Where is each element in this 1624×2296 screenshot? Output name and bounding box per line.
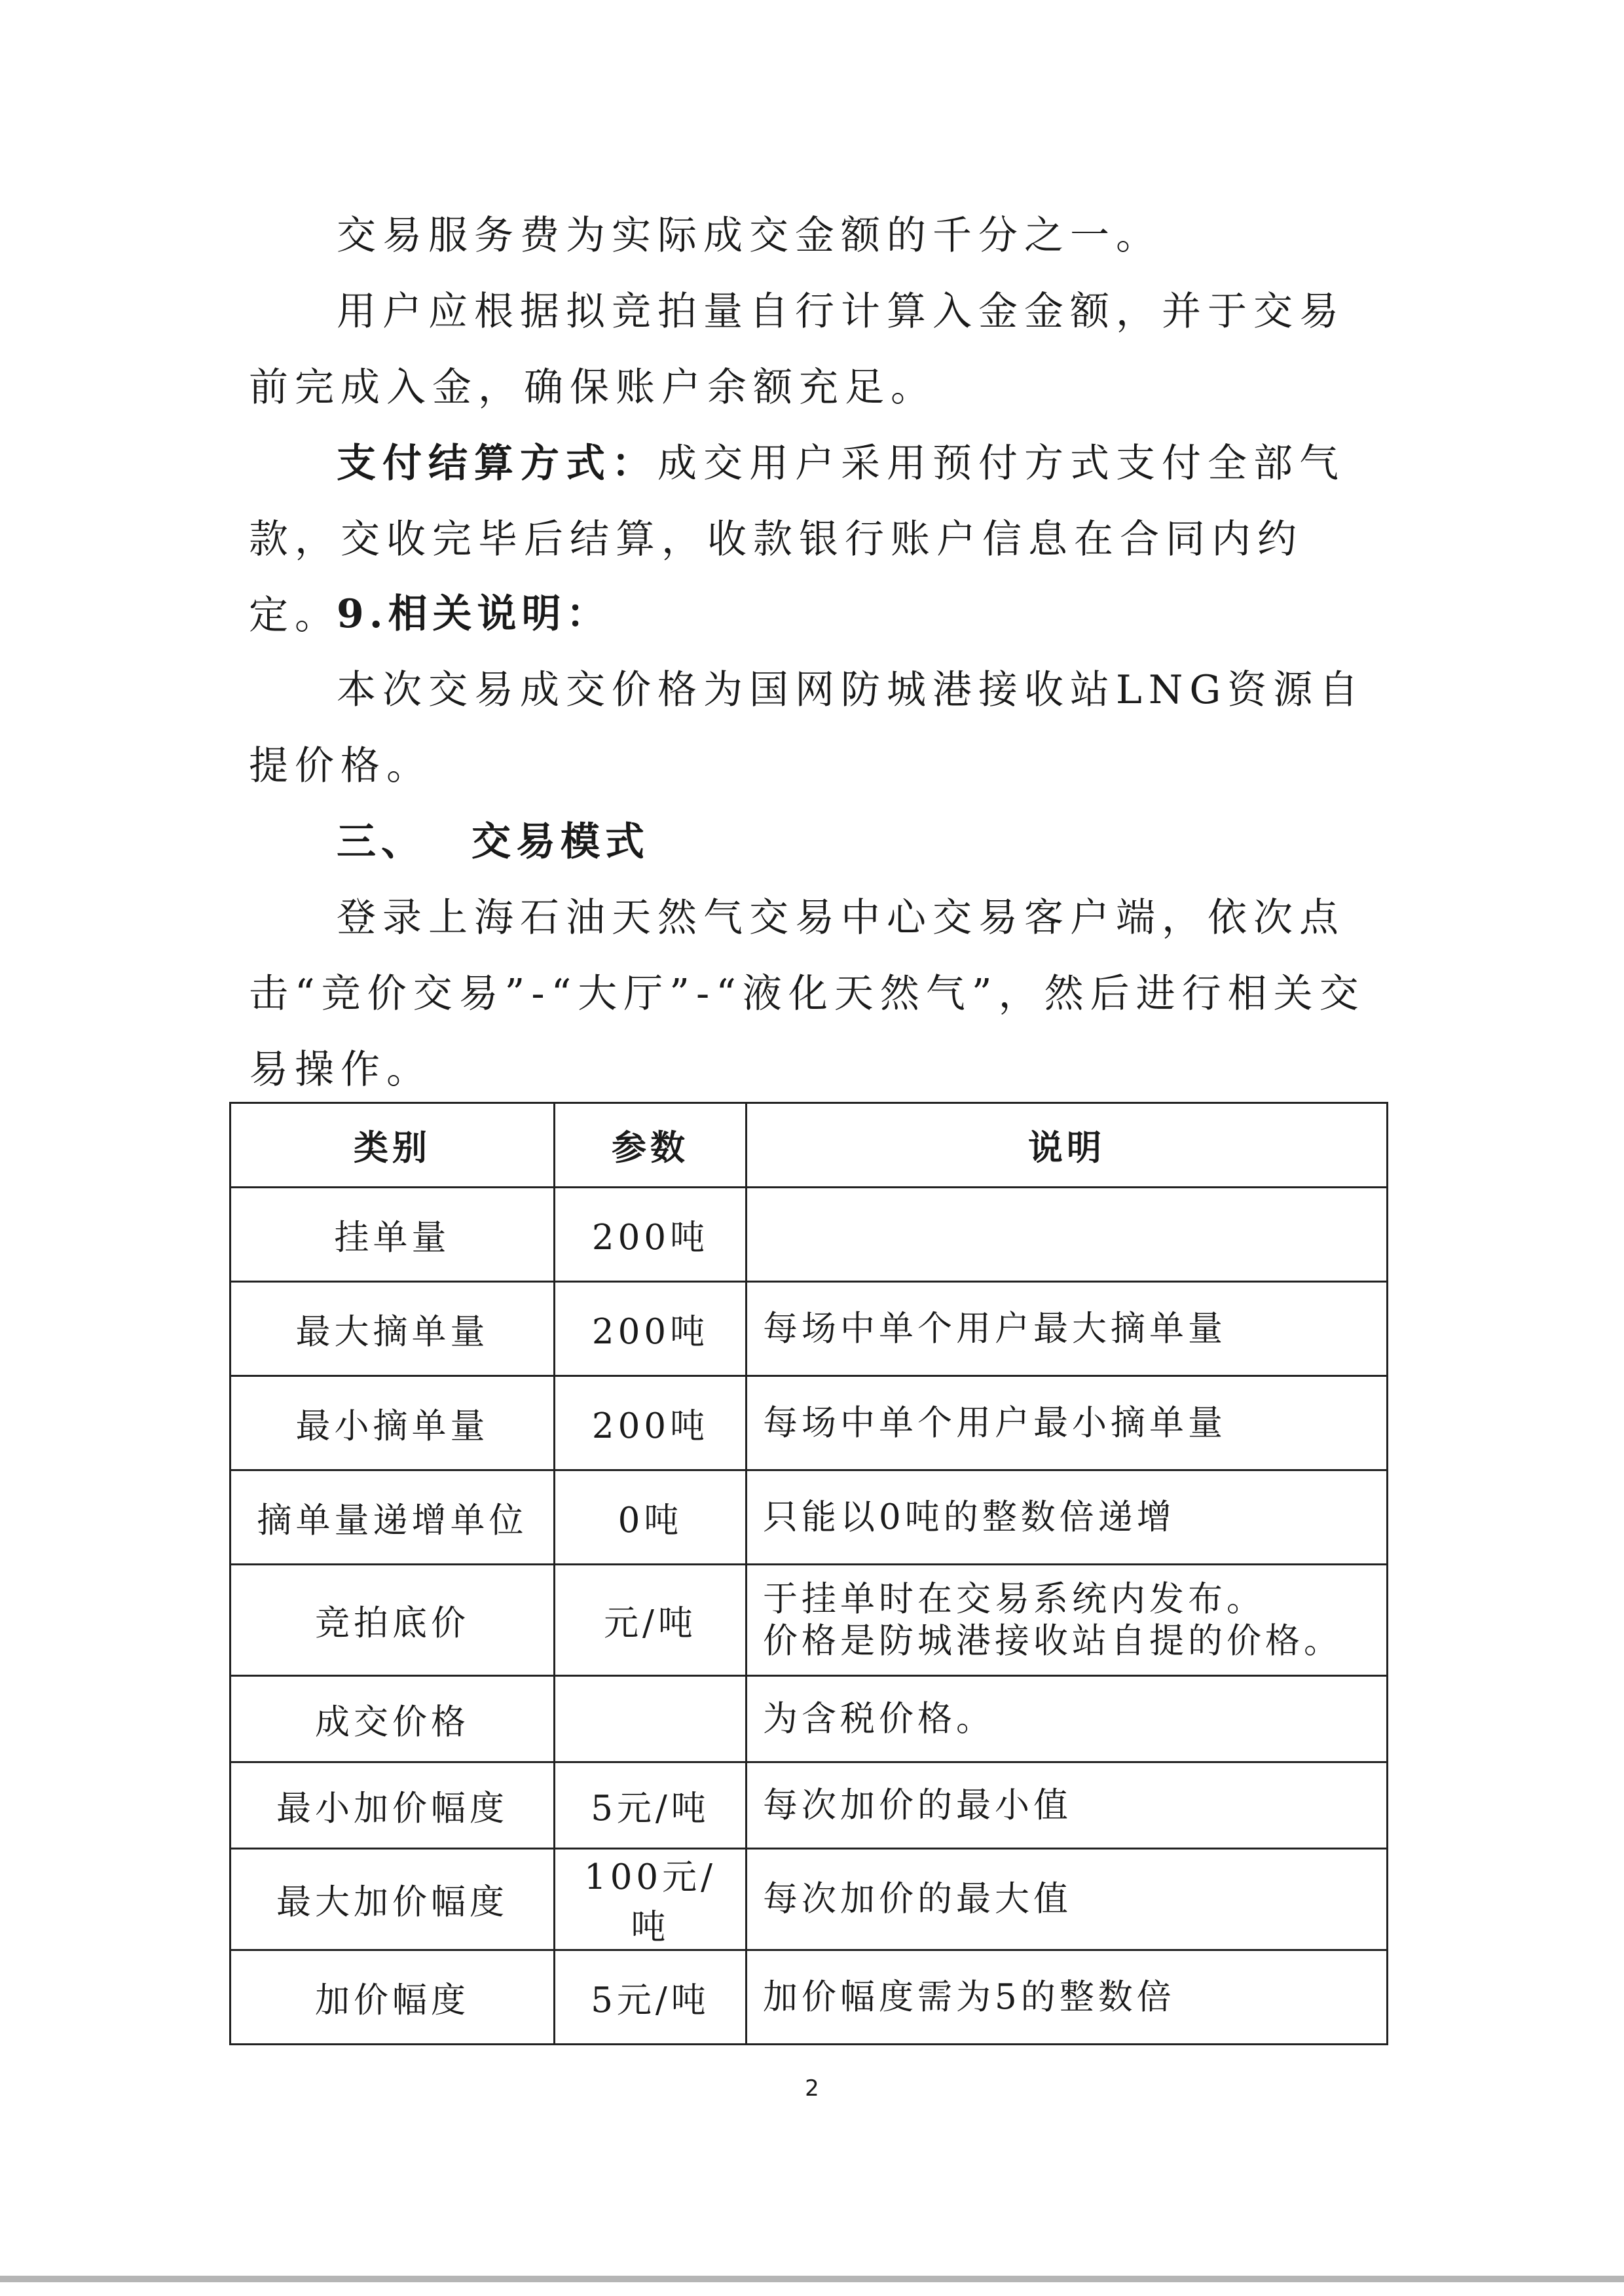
table-row [231, 1282, 1388, 1376]
section-title: 交易模式 [471, 819, 650, 865]
cell-category: 最小摘单量 [231, 1376, 555, 1470]
table-header-row [231, 1103, 1388, 1188]
header-category: 类别 [231, 1103, 555, 1188]
cell-parameter: 0吨 [555, 1470, 747, 1565]
cell-note: 每场中单个用户最大摘单量 [747, 1282, 1388, 1376]
header-parameter: 参数 [555, 1103, 747, 1188]
paragraph-trading-steps: 登录上海石油天然气交易中心交易客户端，依次点击“竞价交易”-“大厅”-“液化天然气”，然后进行相关交易操作。 [249, 895, 1365, 1093]
table-row [231, 1762, 1388, 1849]
payment-method-label: 支付结算方式： [337, 441, 657, 486]
paragraph-deposit: 用户应根据拟竞拍量自行计算入金金额，并于交易前完成入金，确保账户余额充足。 [249, 289, 1345, 410]
cell-note: 加价幅度需为5的整数倍 [747, 1950, 1388, 2045]
cell-note: 每次加价的最大值 [747, 1849, 1388, 1950]
parameter-table [229, 1102, 1388, 2045]
cell-parameter: 200吨 [555, 1188, 747, 1282]
section-number: 三、 [337, 819, 426, 865]
cell-note: 只能以0吨的整数倍递增 [747, 1470, 1388, 1565]
header-note: 说明 [747, 1103, 1388, 1188]
table-row [231, 1950, 1388, 2045]
cell-category: 竞拍底价 [231, 1565, 555, 1676]
cell-parameter: 元/吨 [555, 1565, 747, 1676]
cell-parameter: 5元/吨 [555, 1762, 747, 1849]
cell-category: 最大加价幅度 [231, 1849, 555, 1950]
cell-parameter: 5元/吨 [555, 1950, 747, 2045]
cell-category: 最小加价幅度 [231, 1762, 555, 1849]
table-row [231, 1470, 1388, 1565]
table-row [231, 1565, 1388, 1676]
cell-parameter: 100元/吨 [555, 1849, 747, 1950]
table-row [231, 1188, 1388, 1282]
cell-parameter: 200吨 [555, 1376, 747, 1470]
cell-note [747, 1565, 1388, 1676]
cell-note: 为含税价格。 [747, 1676, 1388, 1762]
section-heading-notes: 9.相关说明： [337, 591, 611, 637]
table-row [231, 1376, 1388, 1470]
section-heading-trading-mode [337, 804, 650, 880]
scan-edge-line [0, 2276, 1624, 2282]
cell-note: 每场中单个用户最小摘单量 [747, 1376, 1388, 1470]
cell-category: 挂单量 [231, 1188, 555, 1282]
cell-note-line-2: 价格是防城港接收站自提的价格。 [763, 1620, 1342, 1661]
cell-category: 成交价格 [231, 1676, 555, 1762]
cell-category: 摘单量递增单位 [231, 1470, 555, 1565]
paragraph-service-fee: 交易服务费为实际成交金额的千分之一。 [337, 213, 1162, 259]
cell-parameter: 200吨 [555, 1282, 747, 1376]
cell-note-line-1: 于挂单时在交易系统内发布。 [763, 1578, 1265, 1619]
cell-parameter [555, 1676, 747, 1762]
cell-category: 加价幅度 [231, 1950, 555, 2045]
table-row [231, 1676, 1388, 1762]
cell-category: 最大摘单量 [231, 1282, 555, 1376]
page-number: 2 [805, 2075, 819, 2102]
cell-note: 每次加价的最小值 [747, 1762, 1388, 1849]
cell-note [747, 1188, 1388, 1282]
paragraph-price-basis: 本次交易成交价格为国网防城港接收站LNG资源自提价格。 [249, 667, 1365, 789]
table-row [231, 1849, 1388, 1950]
payment-method-text: 成交用户采用预付方式支付全部气款，交收完毕后结算，收款银行账户信息在合同内约定。 [249, 441, 1345, 638]
